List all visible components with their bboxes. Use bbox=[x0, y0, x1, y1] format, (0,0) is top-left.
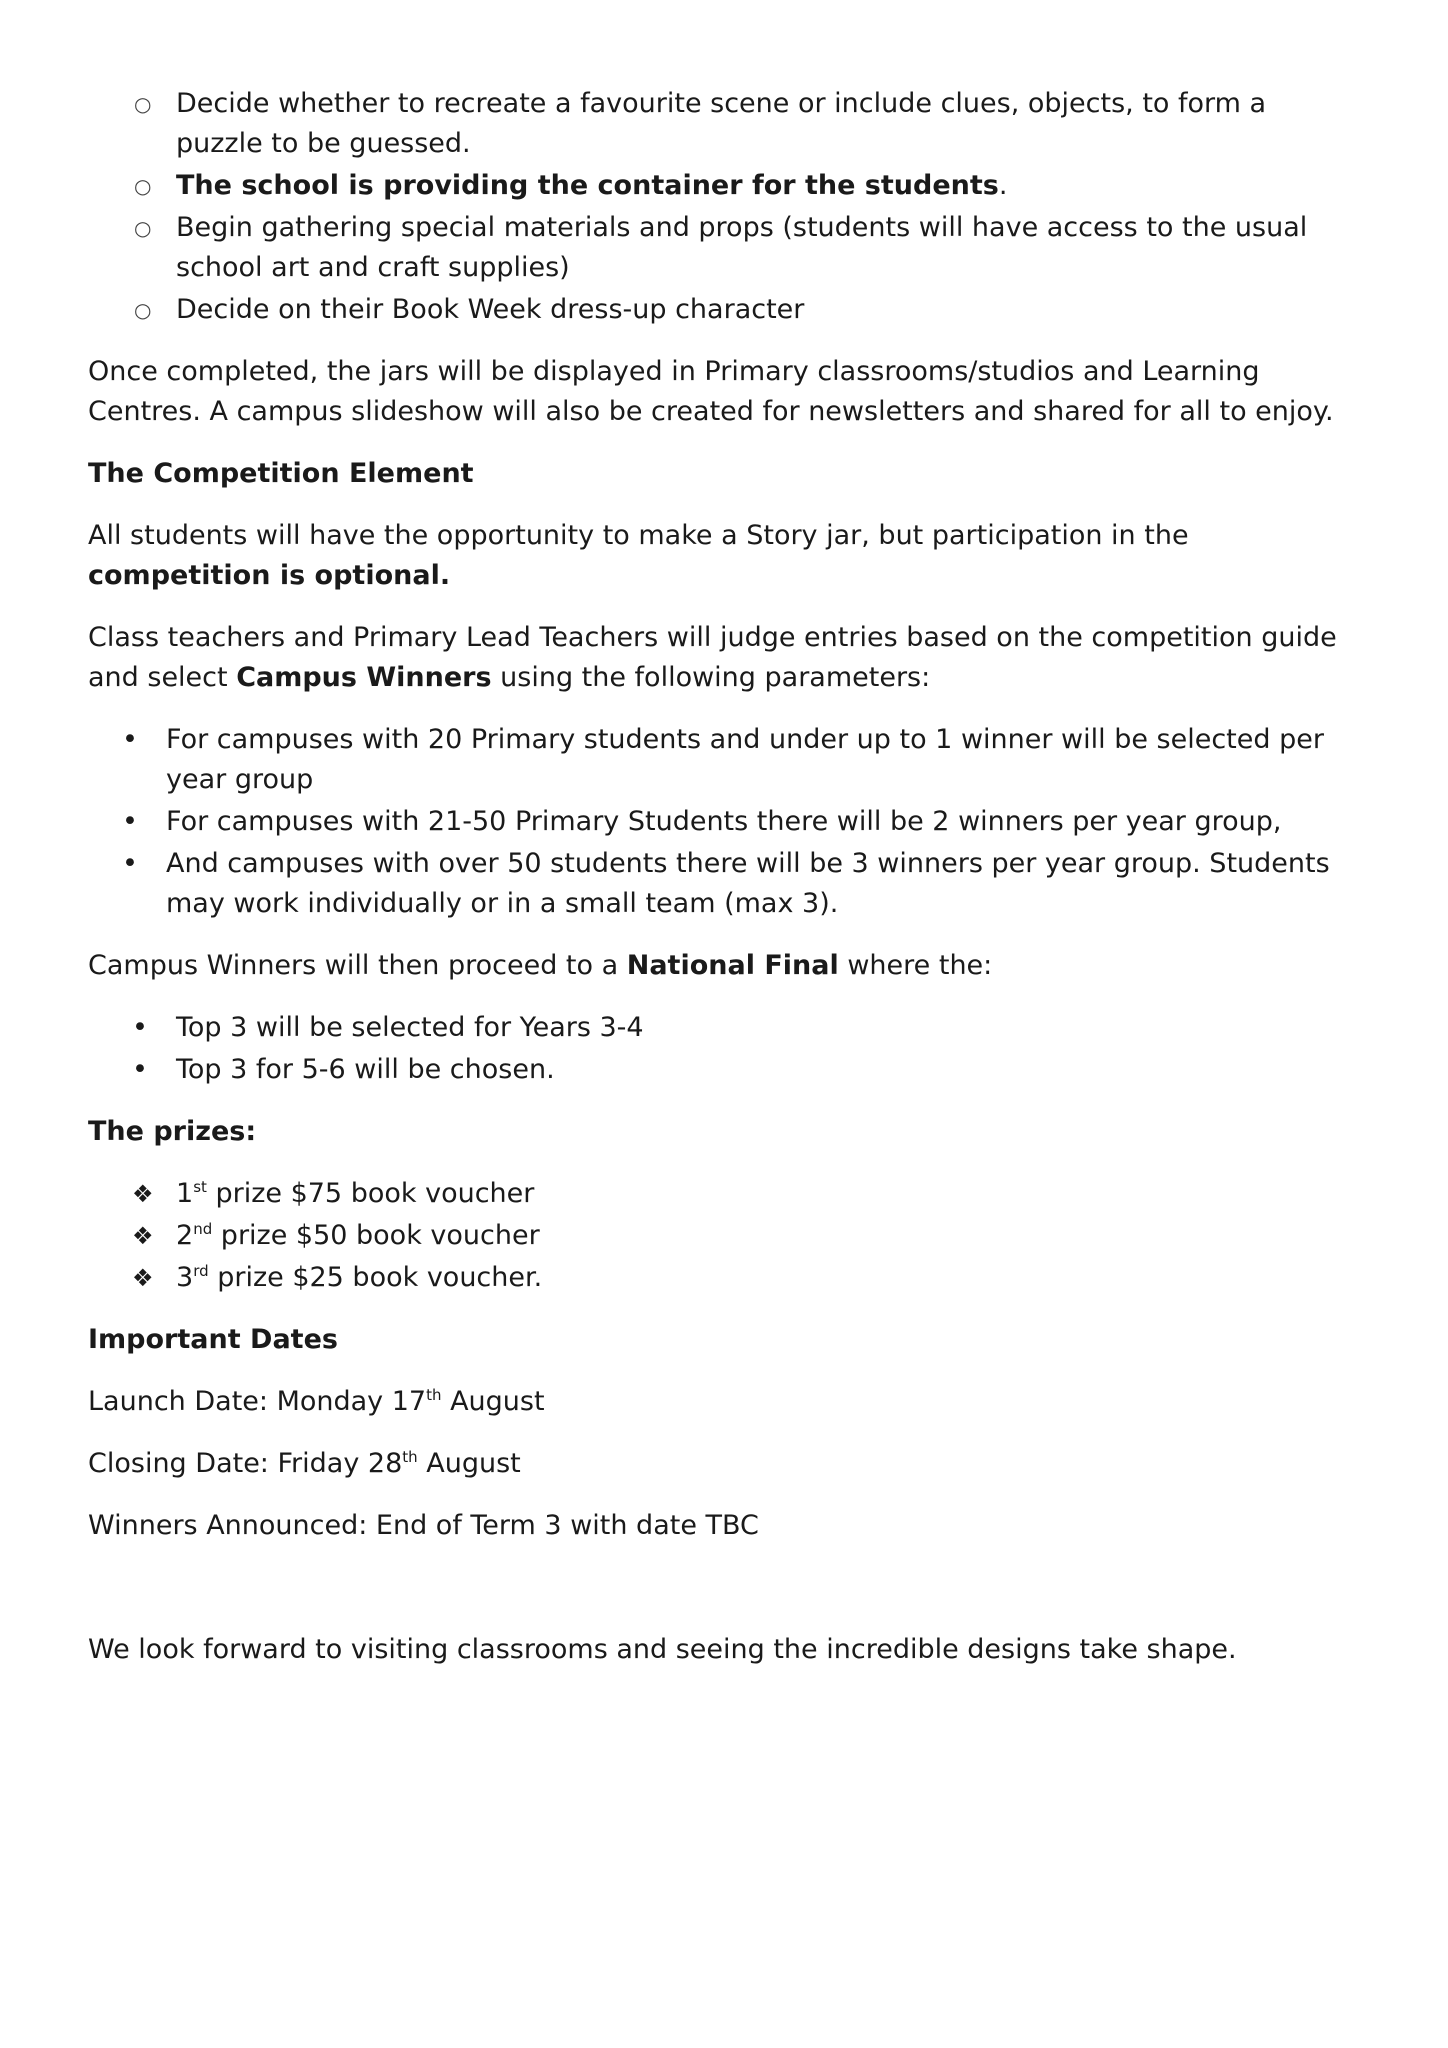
winners-announced: Winners Announced: End of Term 3 with date TBC bbox=[88, 1510, 759, 1541]
list-item: ○ Decide on their Book Week dress-up character bbox=[88, 290, 1360, 330]
list-item: ○ The school is providing the container for the students. bbox=[88, 166, 1360, 206]
list-item: ❖ 2nd prize $50 book voucher bbox=[88, 1216, 1360, 1256]
list-item: ❖ 3rd prize $25 book voucher. bbox=[88, 1258, 1360, 1298]
competition-heading: The Competition Element bbox=[88, 458, 474, 489]
list-item: ○ Begin gathering special materials and props (students will have access to the usual school art and craft supplies) bbox=[88, 208, 1360, 288]
list-item: • For campuses with 21-50 Primary Students there will be 2 winners per year group, bbox=[88, 802, 1360, 842]
closing-line: We look forward to visiting classrooms and seeing the incredible designs take shape. bbox=[88, 1634, 1237, 1665]
national-final-paragraph: Campus Winners will then proceed to a National Final where the: bbox=[88, 950, 993, 981]
list-item: ○ Decide whether to recreate a favourite scene or include clues, objects, to form a puzzle to be guessed. bbox=[88, 84, 1360, 164]
list-item: • Top 3 will be selected for Years 3-4 bbox=[88, 1008, 1360, 1048]
circle-bullet-icon: ○ bbox=[134, 298, 152, 322]
prizes-heading: The prizes: bbox=[88, 1116, 257, 1147]
document-page bbox=[88, 84, 1360, 1692]
participation-paragraph: All students will have the opportunity to make a Story jar, but participation in the competition is optional. bbox=[88, 520, 1189, 591]
disc-bullet-icon: • bbox=[122, 806, 138, 837]
list-item: ❖ 1st prize $75 book voucher bbox=[88, 1174, 1360, 1214]
launch-date: Launch Date: Monday 17th August bbox=[88, 1386, 545, 1417]
parameters-list bbox=[88, 720, 1360, 924]
important-dates-heading: Important Dates bbox=[88, 1324, 338, 1355]
disc-bullet-icon: • bbox=[132, 1012, 148, 1043]
intro-paragraph: Once completed, the jars will be displayed in Primary classrooms/studios and Learning Centres. A campus slideshow will also be created for newsletters and shared for all to enjoy. bbox=[88, 356, 1334, 427]
prizes-list bbox=[88, 1174, 1360, 1298]
spacer bbox=[88, 1568, 1360, 1630]
disc-bullet-icon: • bbox=[122, 848, 138, 879]
circle-bullet-icon: ○ bbox=[134, 174, 152, 198]
preparation-list bbox=[88, 84, 1360, 330]
circle-bullet-icon: ○ bbox=[134, 92, 152, 116]
diamond-bullet-icon: ❖ bbox=[132, 1264, 154, 1292]
circle-bullet-icon: ○ bbox=[134, 216, 152, 240]
closing-date: Closing Date: Friday 28th August bbox=[88, 1448, 521, 1479]
list-item: • Top 3 for 5-6 will be chosen. bbox=[88, 1050, 1360, 1090]
judging-paragraph: Class teachers and Primary Lead Teachers will judge entries based on the competition guide and select Campus Winners using the following parameters: bbox=[88, 622, 1337, 693]
list-item: • And campuses with over 50 students there will be 3 winners per year group. Students may work individually or in a small team (max 3). bbox=[88, 844, 1360, 924]
disc-bullet-icon: • bbox=[122, 724, 138, 755]
diamond-bullet-icon: ❖ bbox=[132, 1222, 154, 1250]
final-list bbox=[88, 1008, 1360, 1090]
disc-bullet-icon: • bbox=[132, 1054, 148, 1085]
list-item: • For campuses with 20 Primary students and under up to 1 winner will be selected per year group bbox=[88, 720, 1360, 800]
diamond-bullet-icon: ❖ bbox=[132, 1180, 154, 1208]
